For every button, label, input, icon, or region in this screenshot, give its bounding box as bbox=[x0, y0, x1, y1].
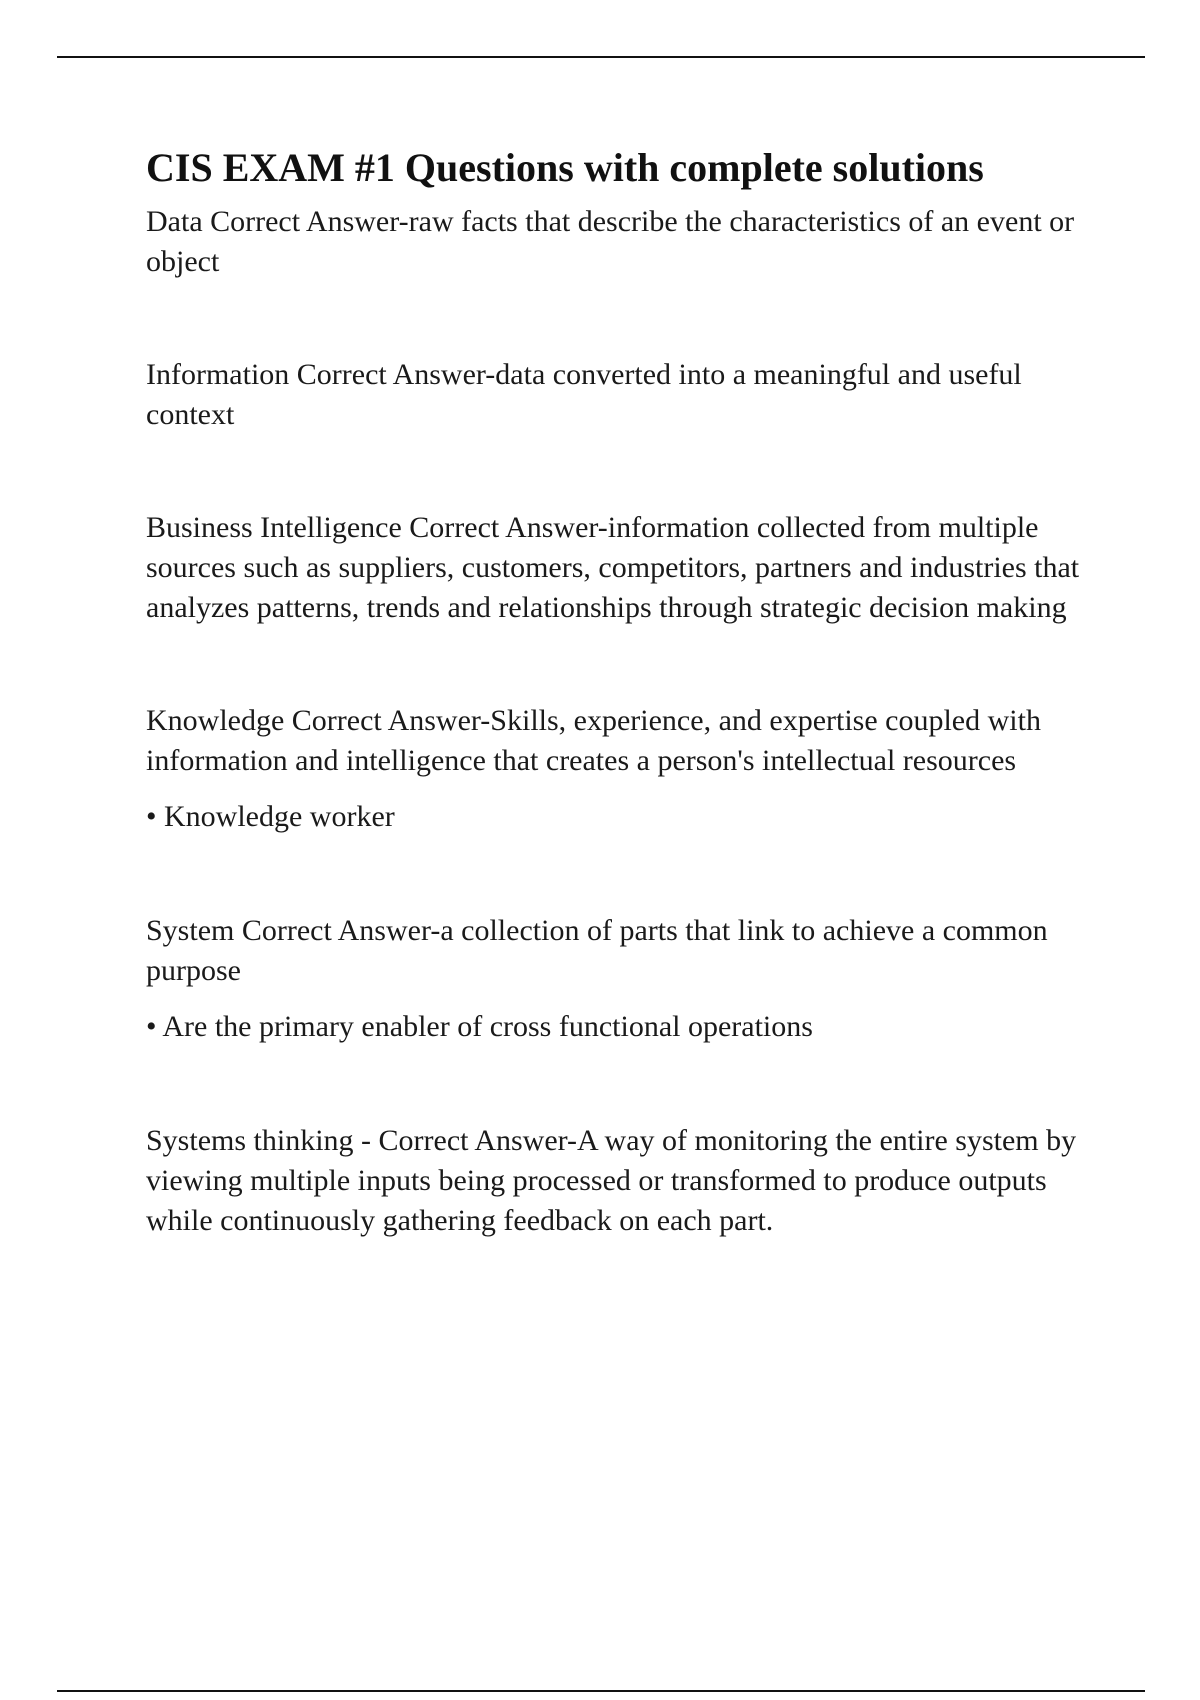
header-rule bbox=[57, 56, 1145, 58]
entry-text: Information Correct Answer-data converted into a meaningful and useful context bbox=[146, 358, 1022, 431]
entry-data bbox=[146, 202, 1106, 282]
entry-text: Business Intelligence Correct Answer-information collected from multiple sources such as suppliers, customers, competitors, partners and industries that analyzes patterns, trends and relationships through strategic decision making bbox=[146, 511, 1080, 624]
entry-text: Data Correct Answer-raw facts that describe the characteristics of an event or object bbox=[146, 205, 1075, 278]
entry-text: Knowledge Correct Answer-Skills, experience, and expertise coupled with information and intelligence that creates a person's intellectual resources bbox=[146, 704, 1041, 777]
entry-text: System Correct Answer-a collection of parts that link to achieve a common purpose bbox=[146, 914, 1048, 987]
entry-information bbox=[146, 355, 1106, 435]
entry-system bbox=[146, 911, 1106, 1047]
document-body bbox=[146, 142, 1106, 1241]
document-title: CIS EXAM #1 Questions with complete solutions bbox=[146, 145, 984, 190]
footer-rule bbox=[57, 1690, 1145, 1692]
entry-bullet: • Knowledge worker bbox=[146, 800, 395, 833]
entry-text: Systems thinking - Correct Answer-A way of monitoring the entire system by viewing multiple inputs being processed or transformed to produce outputs while continuously gathering feedback on each part. bbox=[146, 1124, 1077, 1237]
entry-knowledge bbox=[146, 701, 1106, 837]
entry-bullet: • Are the primary enabler of cross functional operations bbox=[146, 1010, 813, 1043]
entry-systems-thinking bbox=[146, 1121, 1106, 1241]
entry-business-intelligence bbox=[146, 508, 1106, 628]
